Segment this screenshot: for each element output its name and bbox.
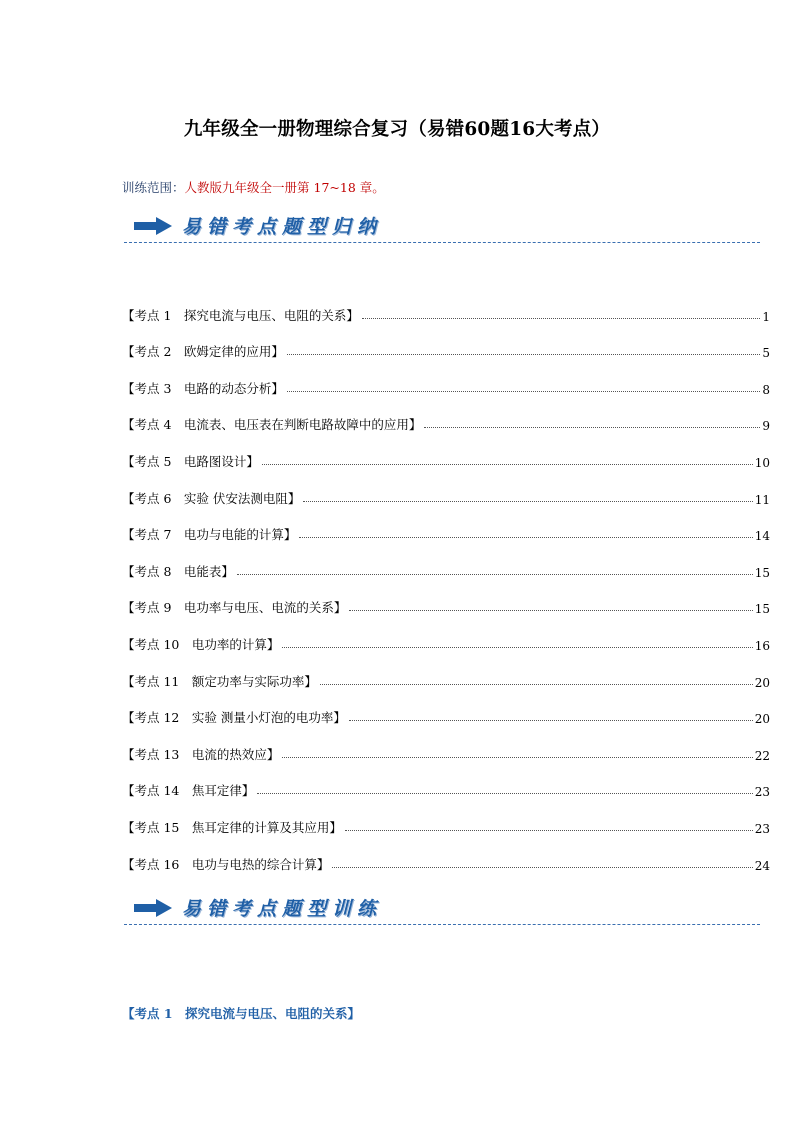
toc-page-number: 20 (754, 675, 770, 690)
toc-entry[interactable] (122, 690, 770, 727)
toc-entry-label: 【考点 6 实验 伏安法测电阻】 (122, 490, 301, 506)
toc-page-number: 5 (762, 346, 770, 361)
toc-leader-dots (282, 647, 752, 648)
toc-entry[interactable] (122, 470, 770, 507)
toc-entry[interactable] (122, 580, 770, 617)
topic-heading: 【考点 1 探究电流与电压、电阻的关系】 (122, 1006, 361, 1021)
toc-entry[interactable] (122, 726, 770, 763)
toc-entry-label: 【考点 5 电路图设计】 (122, 453, 259, 469)
toc-page-number: 10 (754, 455, 770, 470)
right-arrow-icon (134, 899, 172, 917)
toc-page-number: 24 (754, 858, 770, 873)
toc-entry-label: 【考点 12 实验 测量小灯泡的电功率】 (122, 710, 346, 726)
toc-leader-dots (424, 427, 760, 428)
toc-page-number: 15 (754, 602, 770, 617)
toc-page-number: 11 (754, 492, 770, 507)
toc-page-number: 15 (754, 565, 770, 580)
toc-page-number: 14 (754, 529, 770, 544)
section-heading-summary: 易错考点题型归纳 (182, 216, 383, 238)
toc-entry[interactable] (122, 360, 770, 397)
toc-page-number: 20 (754, 712, 770, 727)
toc-entry-label: 【考点 3 电路的动态分析】 (122, 380, 284, 396)
toc-leader-dots (349, 610, 752, 611)
toc-entry-label: 【考点 7 电功与电能的计算】 (122, 527, 297, 543)
toc-entry-label: 【考点 9 电功率与电压、电流的关系】 (122, 600, 347, 616)
toc-entry[interactable] (122, 433, 770, 470)
toc-leader-dots (320, 684, 753, 685)
toc-entry-label: 【考点 14 焦耳定律】 (122, 783, 255, 799)
toc-entry[interactable] (122, 836, 770, 873)
toc-leader-dots (282, 757, 752, 758)
toc-leader-dots (332, 867, 752, 868)
toc-entry[interactable] (122, 543, 770, 580)
toc-entry-label: 【考点 15 焦耳定律的计算及其应用】 (122, 819, 342, 835)
toc-leader-dots (362, 318, 760, 319)
toc-leader-dots (299, 537, 752, 538)
toc-leader-dots (287, 391, 760, 392)
toc-page-number: 22 (754, 748, 770, 763)
toc-entry-label: 【考点 1 探究电流与电压、电阻的关系】 (122, 307, 359, 323)
toc-leader-dots (349, 720, 753, 721)
toc-leader-dots (345, 830, 753, 831)
toc-page-number: 23 (754, 785, 770, 800)
section-divider (124, 242, 760, 243)
toc-page-number: 8 (762, 382, 770, 397)
toc-entry[interactable] (122, 287, 770, 324)
section-heading-training: 易错考点题型训练 (182, 898, 383, 920)
toc-page-number: 9 (762, 419, 770, 434)
toc-page-number: 16 (754, 638, 770, 653)
toc-entry-label: 【考点 13 电流的热效应】 (122, 746, 280, 762)
training-scope-label: 训练范围： (122, 180, 185, 195)
toc-entry[interactable] (122, 616, 770, 653)
toc-page-number: 23 (754, 821, 770, 836)
toc-page-number: 1 (762, 309, 770, 324)
section-header-summary (124, 209, 760, 249)
toc-entry-label: 【考点 4 电流表、电压表在判断电路故障中的应用】 (122, 417, 422, 433)
right-arrow-icon (134, 217, 172, 235)
toc-entry[interactable] (122, 653, 770, 690)
table-of-contents (122, 287, 770, 873)
section-divider (124, 924, 760, 925)
toc-entry-label: 【考点 10 电功率的计算】 (122, 636, 280, 652)
toc-entry[interactable] (122, 763, 770, 800)
toc-entry[interactable] (122, 324, 770, 361)
page-title: 九年级全一册物理综合复习（易错60题16大考点） (183, 119, 611, 140)
toc-leader-dots (262, 464, 753, 465)
toc-entry[interactable] (122, 507, 770, 544)
section-header-training (124, 891, 760, 931)
toc-entry-label: 【考点 11 额定功率与实际功率】 (122, 673, 317, 689)
toc-leader-dots (303, 501, 752, 502)
toc-entry-label: 【考点 2 欧姆定律的应用】 (122, 344, 284, 360)
toc-entry-label: 【考点 16 电功与电热的综合计算】 (122, 856, 330, 872)
training-scope-value: 人教版九年级全一册第 17~18 章。 (184, 180, 385, 195)
toc-leader-dots (287, 354, 760, 355)
toc-entry[interactable] (122, 397, 770, 434)
toc-leader-dots (237, 574, 753, 575)
toc-leader-dots (257, 793, 752, 794)
toc-entry[interactable] (122, 799, 770, 836)
training-scope (122, 178, 385, 196)
toc-entry-label: 【考点 8 电能表】 (122, 563, 234, 579)
